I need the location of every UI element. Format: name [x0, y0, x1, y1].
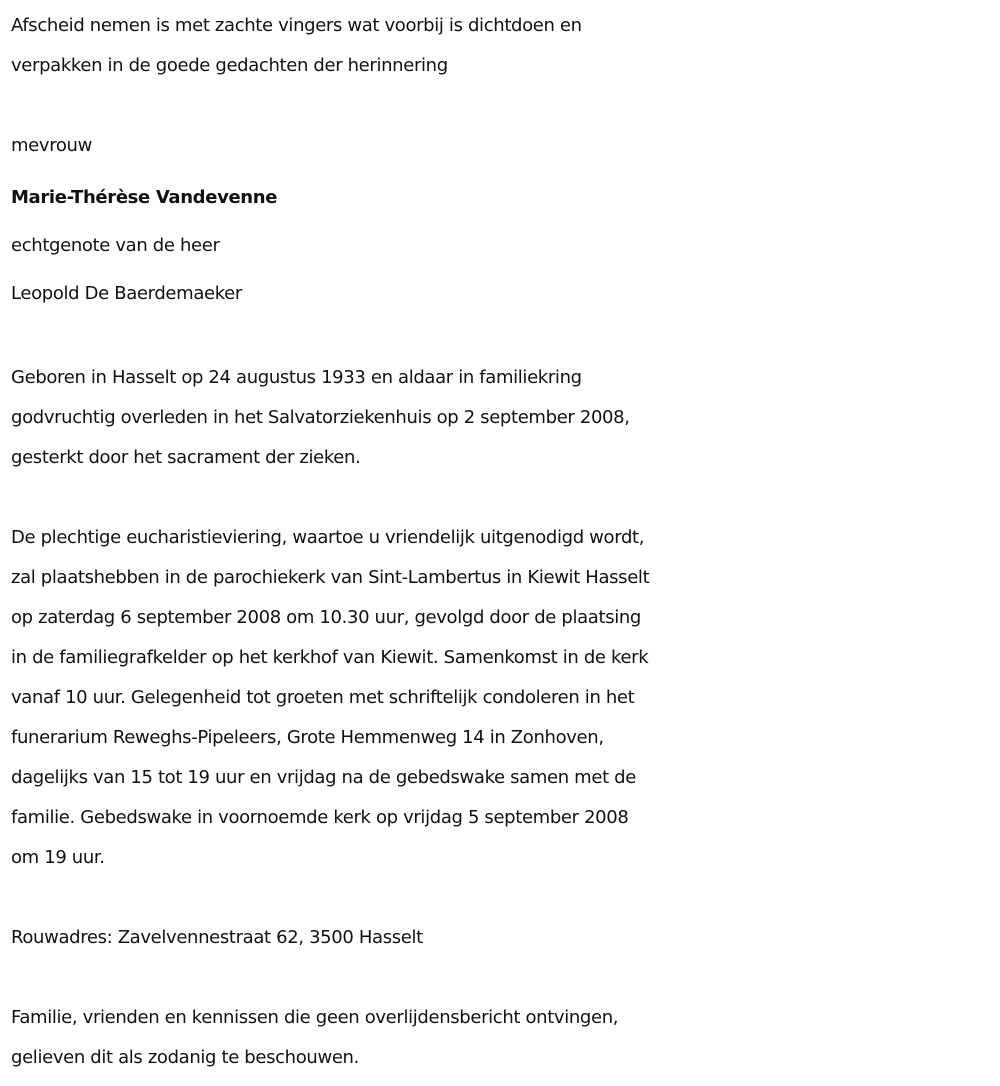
- ceremony-line-7: dagelijks van 15 tot 19 uur en vrijdag na de gebedswake samen met de: [11, 767, 636, 788]
- closing-line-1: Familie, vrienden en kennissen die geen overlijdensbericht ontvingen,: [11, 1007, 619, 1028]
- death-notice: [11, 6, 996, 1078]
- intro-line-1: Afscheid nemen is met zachte vingers wat voorbij is dichtdoen en: [11, 15, 582, 36]
- ceremony-line-3: op zaterdag 6 september 2008 om 10.30 uur, gevolgd door de plaatsing: [11, 607, 642, 628]
- ceremony-line-1: De plechtige eucharistieviering, waartoe u vriendelijk uitgenodigd wordt,: [11, 527, 645, 548]
- honorific: mevrouw: [11, 135, 92, 156]
- mourning-address-text: Rouwadres: Zavelvennestraat 62, 3500 Hasselt: [11, 927, 423, 948]
- ceremony-line-9: om 19 uur.: [11, 847, 105, 868]
- closing-paragraph: [11, 998, 996, 1078]
- ceremony-line-4: in de familiegrafkelder op het kerkhof van Kiewit. Samenkomst in de kerk: [11, 647, 649, 668]
- deceased-name: Marie-Thérèse Vandevenne: [11, 187, 278, 208]
- spouse-name: Leopold De Baerdemaeker: [11, 283, 242, 304]
- birth-death-paragraph: [11, 358, 996, 478]
- birth-death-line-3: gesterkt door het sacrament der zieken.: [11, 447, 361, 468]
- ceremony-line-6: funerarium Reweghs-Pipeleers, Grote Hemmenweg 14 in Zonhoven,: [11, 727, 604, 748]
- birth-death-line-2: godvruchtig overleden in het Salvatorziekenhuis op 2 september 2008,: [11, 407, 630, 428]
- ceremony-line-5: vanaf 10 uur. Gelegenheid tot groeten met schriftelijk condoleren in het: [11, 687, 635, 708]
- mourning-address: [11, 918, 996, 958]
- intro-quote: [11, 6, 996, 86]
- ceremony-line-2: zal plaatshebben in de parochiekerk van Sint-Lambertus in Kiewit Hasselt: [11, 567, 650, 588]
- closing-line-2: gelieven dit als zodanig te beschouwen.: [11, 1047, 359, 1068]
- relation-text: echtgenote van de heer: [11, 235, 220, 256]
- birth-death-line-1: Geboren in Hasselt op 24 augustus 1933 en aldaar in familiekring: [11, 367, 582, 388]
- intro-line-2: verpakken in de goede gedachten der herinnering: [11, 55, 448, 76]
- deceased-block: [11, 126, 996, 318]
- ceremony-paragraph: [11, 518, 996, 878]
- ceremony-line-8: familie. Gebedswake in voornoemde kerk op vrijdag 5 september 2008: [11, 807, 629, 828]
